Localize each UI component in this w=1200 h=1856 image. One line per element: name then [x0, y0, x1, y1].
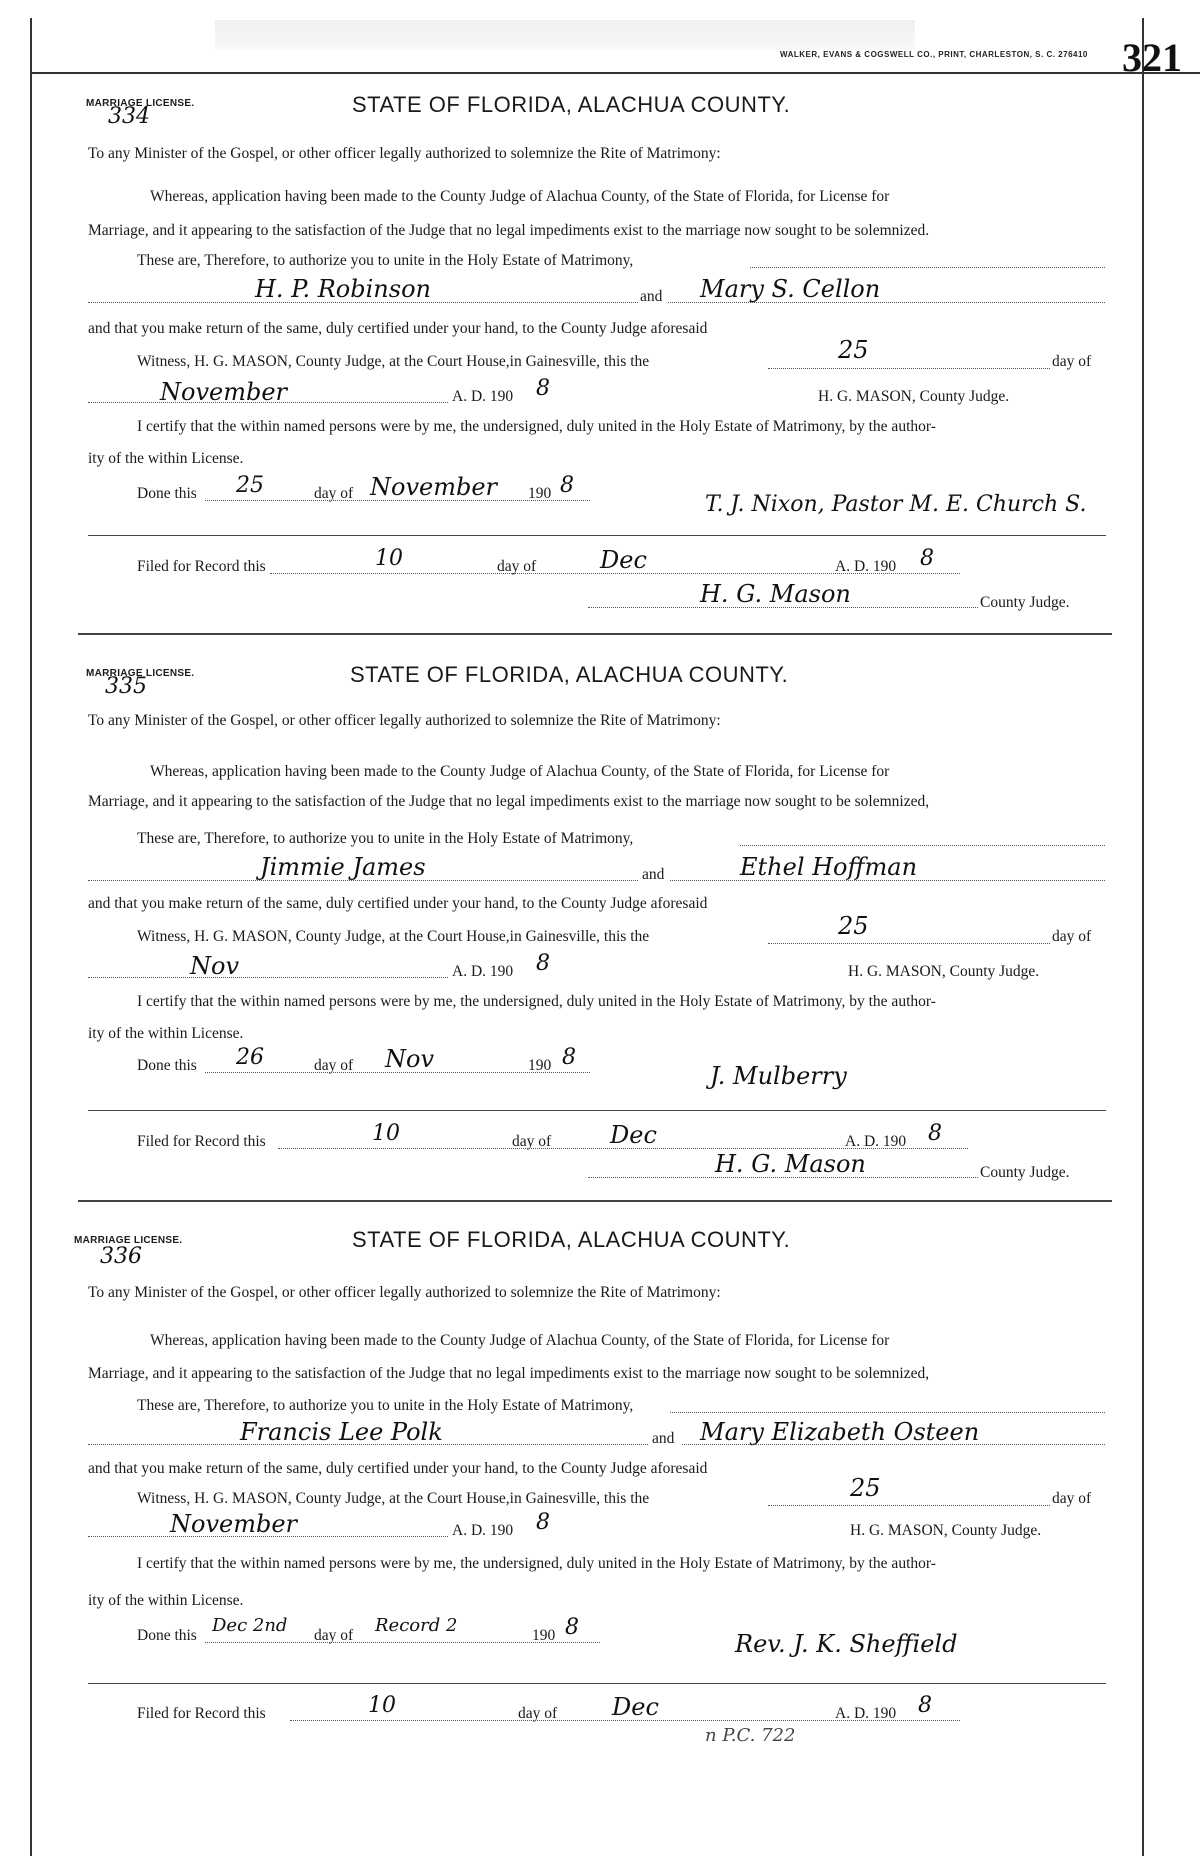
- officiant-signature: J. Mulberry: [710, 1062, 847, 1090]
- filed-year-digit: 8: [918, 1693, 932, 1718]
- filed-day: 10: [368, 1693, 396, 1718]
- license-number: 335: [105, 674, 147, 699]
- filed-year-digit: 8: [920, 546, 934, 571]
- salutation-line: To any Minister of the Gospel, or other officer legally authorized to solemnize the Rite of Matrimony:: [88, 1284, 721, 1301]
- filed-day-of: day of: [518, 1705, 558, 1722]
- witness-month: Nov: [190, 952, 240, 980]
- left-margin-line: [30, 18, 32, 1856]
- scan-shadow: [215, 20, 915, 50]
- done-year-prefix: 190: [528, 1057, 552, 1074]
- judge-title: H. G. MASON, County Judge.: [818, 388, 1010, 405]
- ad-label: A. D. 190: [452, 1522, 514, 1539]
- ad-label: A. D. 190: [452, 963, 514, 980]
- filed-ad: A. D. 190: [835, 1705, 897, 1722]
- salutation-line: To any Minister of the Gospel, or other officer legally authorized to solemnize the Rite of Matrimony:: [88, 145, 721, 162]
- county-judge-label: County Judge.: [980, 594, 1070, 611]
- license-heading: STATE OF FLORIDA, ALACHUA COUNTY.: [352, 92, 791, 117]
- witness-month: November: [160, 378, 288, 406]
- done-year-digit: 8: [560, 473, 574, 498]
- clerk-signature: H. G. Mason: [715, 1150, 866, 1178]
- done-day-of: day of: [314, 1057, 354, 1074]
- printer-imprint: WALKER, EVANS & COGSWELL CO., PRINT, CHARLESTON, S. C. 276410: [780, 50, 1088, 59]
- blank-line: [768, 1505, 1050, 1506]
- blank-line: [670, 880, 1105, 881]
- divider: [88, 1683, 1106, 1684]
- salutation-line: To any Minister of the Gospel, or other officer legally authorized to solemnize the Rite of Matrimony:: [88, 712, 721, 729]
- filed-ad: A. D. 190: [835, 558, 897, 575]
- done-day: 26: [236, 1045, 264, 1070]
- whereas-line-2: Marriage, and it appearing to the satisfaction of the Judge that no legal impediments exist to the marriage now sought to be solemnized,: [88, 793, 930, 810]
- done-day-of: day of: [314, 485, 354, 502]
- certify-line-2: ity of the within License.: [88, 450, 244, 467]
- done-month: November: [370, 473, 498, 501]
- divider: [88, 1110, 1106, 1111]
- county-judge-label: County Judge.: [980, 1164, 1070, 1181]
- blank-line: [768, 943, 1050, 944]
- filed-label: Filed for Record this: [137, 1133, 266, 1150]
- blank-line: [278, 1148, 968, 1149]
- filed-label: Filed for Record this: [137, 1705, 266, 1722]
- bride-name: Mary S. Cellon: [700, 275, 881, 303]
- day-of-label: day of: [1052, 928, 1092, 945]
- and-word: and: [642, 866, 665, 883]
- groom-name: Jimmie James: [260, 853, 426, 881]
- filed-month: Dec: [612, 1693, 659, 1721]
- certify-line-2: ity of the within License.: [88, 1592, 244, 1609]
- and-word: and: [652, 1430, 675, 1447]
- done-this-label: Done this: [137, 485, 197, 502]
- blank-line: [750, 267, 1105, 268]
- bride-name: Ethel Hoffman: [740, 853, 918, 881]
- filed-label: Filed for Record this: [137, 558, 266, 575]
- blank-line: [205, 1072, 590, 1073]
- filed-day-of: day of: [512, 1133, 552, 1150]
- judge-title: H. G. MASON, County Judge.: [848, 963, 1040, 980]
- filed-day: 10: [375, 546, 403, 571]
- year-digit: 8: [536, 1510, 550, 1535]
- day-of-label: day of: [1052, 353, 1092, 370]
- footer-note: n P.C. 722: [705, 1725, 796, 1746]
- done-year-digit: 8: [565, 1615, 579, 1640]
- done-month: Nov: [385, 1045, 435, 1073]
- groom-name: Francis Lee Polk: [240, 1418, 443, 1446]
- done-month: Record 2: [375, 1615, 458, 1636]
- blank-line: [290, 1720, 960, 1721]
- filed-year-digit: 8: [928, 1121, 942, 1146]
- blank-line: [270, 573, 960, 574]
- certify-line-1: I certify that the within named persons were by me, the undersigned, duly united in the Holy Estate of Matrimony, by the author-: [137, 1555, 936, 1572]
- divider: [88, 535, 1106, 536]
- officiant-signature: T. J. Nixon, Pastor M. E. Church S.: [705, 492, 1087, 517]
- done-day: Dec 2nd: [212, 1615, 288, 1636]
- whereas-line-1: Whereas, application having been made to the County Judge of Alachua County, of the State of Florida, for License for: [150, 1332, 890, 1349]
- blank-line: [740, 845, 1105, 846]
- certify-line-2: ity of the within License.: [88, 1025, 244, 1042]
- license-number: 336: [100, 1244, 142, 1269]
- authorize-line: These are, Therefore, to authorize you to unite in the Holy Estate of Matrimony,: [137, 830, 634, 847]
- blank-line: [682, 1444, 1105, 1445]
- blank-line: [668, 302, 1105, 303]
- judge-title: H. G. MASON, County Judge.: [850, 1522, 1042, 1539]
- return-line: and that you make return of the same, duly certified under your hand, to the County Judge aforesaid: [88, 895, 708, 912]
- blank-line: [88, 880, 638, 881]
- whereas-line-2: Marriage, and it appearing to the satisfaction of the Judge that no legal impediments exist to the marriage now sought to be solemnized.: [88, 222, 930, 239]
- groom-name: H. P. Robinson: [255, 275, 431, 303]
- witness-day: 25: [838, 336, 869, 364]
- blank-line: [588, 1177, 978, 1178]
- blank-line: [88, 402, 448, 403]
- witness-day: 25: [838, 912, 869, 940]
- filed-ad: A. D. 190: [845, 1133, 907, 1150]
- right-margin-line: [1142, 18, 1144, 1856]
- and-word: and: [640, 288, 663, 305]
- witness-day: 25: [850, 1474, 881, 1502]
- blank-line: [88, 302, 638, 303]
- filed-day: 10: [372, 1121, 400, 1146]
- done-day-of: day of: [314, 1627, 354, 1644]
- done-year-prefix: 190: [532, 1627, 556, 1644]
- witness-line: Witness, H. G. MASON, County Judge, at the Court House,in Gainesville, this the: [137, 1490, 650, 1507]
- blank-line: [670, 1412, 1105, 1413]
- whereas-line-2: Marriage, and it appearing to the satisfaction of the Judge that no legal impediments exist to the marriage now sought to be solemnized,: [88, 1365, 930, 1382]
- authorize-line: These are, Therefore, to authorize you to unite in the Holy Estate of Matrimony,: [137, 1397, 634, 1414]
- blank-line: [205, 500, 590, 501]
- whereas-line-1: Whereas, application having been made to the County Judge of Alachua County, of the State of Florida, for License for: [150, 188, 890, 205]
- license-label: MARRIAGE LICENSE.: [74, 1235, 183, 1246]
- officiant-signature: Rev. J. K. Sheffield: [735, 1630, 958, 1658]
- witness-line: Witness, H. G. MASON, County Judge, at the Court House,in Gainesville, this the: [137, 928, 650, 945]
- return-line: and that you make return of the same, duly certified under your hand, to the County Judge aforesaid: [88, 320, 708, 337]
- filed-month: Dec: [600, 546, 647, 574]
- witness-month: November: [170, 1510, 298, 1538]
- ad-label: A. D. 190: [452, 388, 514, 405]
- day-of-label: day of: [1052, 1490, 1092, 1507]
- blank-line: [205, 1642, 600, 1643]
- year-digit: 8: [536, 376, 550, 401]
- license-heading: STATE OF FLORIDA, ALACHUA COUNTY.: [352, 1227, 791, 1252]
- blank-line: [768, 368, 1050, 369]
- license-label: MARRIAGE LICENSE.: [86, 98, 195, 109]
- blank-line: [88, 977, 448, 978]
- filed-day-of: day of: [497, 558, 537, 575]
- done-day: 25: [236, 473, 264, 498]
- top-rule: [30, 72, 1200, 74]
- bride-name: Mary Elizabeth Osteen: [700, 1418, 980, 1446]
- done-year-prefix: 190: [528, 485, 552, 502]
- witness-line: Witness, H. G. MASON, County Judge, at the Court House,in Gainesville, this the: [137, 353, 650, 370]
- certify-line-1: I certify that the within named persons were by me, the undersigned, duly united in the Holy Estate of Matrimony, by the author-: [137, 418, 936, 435]
- filed-month: Dec: [610, 1121, 657, 1149]
- done-this-label: Done this: [137, 1627, 197, 1644]
- year-digit: 8: [536, 951, 550, 976]
- page-number: 321: [1122, 35, 1182, 80]
- section-separator: [78, 1200, 1112, 1202]
- section-separator: [78, 633, 1112, 635]
- done-this-label: Done this: [137, 1057, 197, 1074]
- blank-line: [88, 1536, 448, 1537]
- blank-line: [588, 607, 978, 608]
- blank-line: [88, 1444, 648, 1445]
- certify-line-1: I certify that the within named persons were by me, the undersigned, duly united in the Holy Estate of Matrimony, by the author-: [137, 993, 936, 1010]
- done-year-digit: 8: [562, 1045, 576, 1070]
- license-number: 334: [108, 104, 150, 129]
- whereas-line-1: Whereas, application having been made to the County Judge of Alachua County, of the State of Florida, for License for: [150, 763, 890, 780]
- return-line: and that you make return of the same, duly certified under your hand, to the County Judge aforesaid: [88, 1460, 708, 1477]
- clerk-signature: H. G. Mason: [700, 580, 851, 608]
- authorize-line: These are, Therefore, to authorize you to unite in the Holy Estate of Matrimony,: [137, 252, 634, 269]
- license-heading: STATE OF FLORIDA, ALACHUA COUNTY.: [350, 662, 789, 687]
- license-label: MARRIAGE LICENSE.: [86, 668, 195, 679]
